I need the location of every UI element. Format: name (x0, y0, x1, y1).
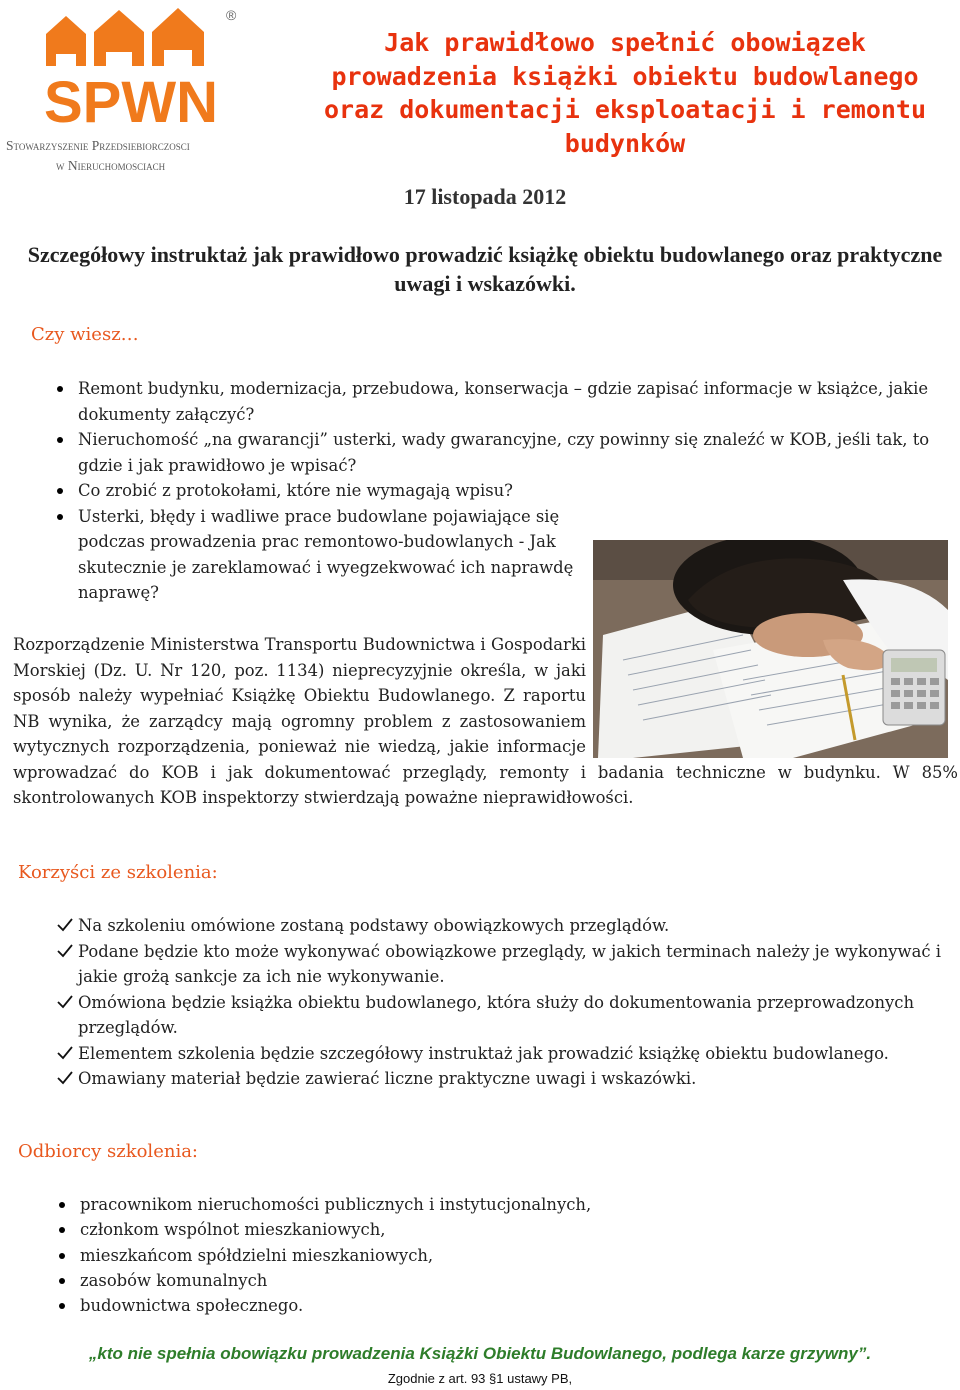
did-you-know-heading: Czy wiesz… (31, 324, 139, 345)
benefit-text: Podane będzie kto może wykonywać obowiązkowe przeglądy, w jakich terminach należy je wykonywać i jakie grożą sankcje za ich nie wykonywanie. (78, 941, 941, 986)
benefit-text: Omawiany materiał będzie zawierać liczne praktyczne uwagi i wskazówki. (78, 1069, 697, 1088)
list-item: budownictwa społecznego. (12, 1293, 912, 1318)
list-item (12, 913, 942, 939)
page-title: Jak prawidłowo spełnić obowiązek prowadzenia książki obiektu budowlanego oraz dokumentacji eksploatacji i remontu budynków (323, 28, 927, 158)
list-item: zasobów komunalnych (12, 1268, 912, 1293)
photo-spacer (598, 632, 958, 757)
checkmark-icon (56, 994, 74, 1010)
footer-quote: „kto nie spełnia obowiązku prowadzenia Książki Obiektu Budowlanego, podlega karze grzywny”. (88, 1344, 872, 1363)
checkmark-icon (56, 1045, 74, 1061)
benefits-list (12, 913, 942, 1092)
footer-note: Zgodnie z art. 93 §1 ustawy PB, (387, 1371, 573, 1386)
logo-org-line1: Stowarzyszenie Przedsiebiorczosci (6, 138, 190, 153)
regulation-paragraph (13, 632, 958, 811)
list-item: Remont budynku, modernizacja, przebudowa, konserwacja – gdzie zapisać informacje w książce, jakie dokumenty załączyć? (12, 376, 957, 427)
spwn-logo (4, 4, 274, 172)
list-item: Nieruchomość „na gwarancji” usterki, wady gwarancyjne, czy powinny się znaleźć w KOB, jeśli tak, to gdzie i jak prawidłowo je wpisać? (12, 427, 957, 478)
benefit-text: Omówiona będzie książka obiektu budowlanego, która służy do dokumentowania przeprowadzonych przeglądów. (78, 992, 915, 1037)
list-item: Usterki, błędy i wadliwe prace budowlane pojawiające się podczas prowadzenia prac remontowo-budowlanych - Jak skutecznie je zareklamować i wyegzekwować ich naprawdę naprawę? (12, 504, 608, 606)
list-item (12, 990, 942, 1041)
checkmark-icon (56, 1070, 74, 1086)
logo-registered: ® (226, 7, 237, 23)
event-date: 17 listopada 2012 (403, 184, 567, 209)
list-item: Co zrobić z protokołami, które nie wymagają wpisu? (12, 478, 957, 504)
list-item: mieszkańcom spółdzielni mieszkaniowych, (12, 1243, 912, 1268)
list-item (12, 939, 942, 990)
logo-acronym: SPWN (44, 70, 218, 135)
audience-list (12, 1192, 912, 1318)
list-item (12, 1066, 942, 1092)
page-subtitle: Szczegółowy instruktaż jak prawidłowo prowadzić książkę obiektu budowlanego oraz praktyczne uwagi i wskazówki. (27, 242, 943, 296)
benefit-text: Elementem szkolenia będzie szczegółowy instruktaż jak prowadzić książkę obiektu budowlanego. (78, 1043, 889, 1063)
logo-org-line2: w Nieruchomosciach (56, 158, 166, 172)
checkmark-icon (56, 943, 74, 959)
list-item (12, 1041, 942, 1067)
audience-heading: Odbiorcy szkolenia: (18, 1141, 198, 1162)
checkmark-icon (56, 917, 74, 933)
benefits-heading: Korzyści ze szkolenia: (18, 862, 218, 883)
paragraph-text: Rozporządzenie Ministerstwa Transportu Budownictwa i Gospodarki Morskiej (Dz. U. Nr 120, poz. 1134) nieprecyzyjnie określa, w jaki sposób należy wypełniać Książkę Obiektu Budowlanego. Z raportu NB wynika, że zarządcy mają ogromny problem z zastosowaniem wytycznych rozporządzenia, ponieważ nie wiedzą, jakie informacje wprowadzać do KOB i jak dokumentować przeglądy, remonty i badania techniczne w budynku. W 85% skontrolowanych KOB inspektorzy stwierdzają poważne nieprawidłowości. (13, 635, 958, 807)
list-item: członkom wspólnot mieszkaniowych, (12, 1217, 912, 1242)
benefit-text: Na szkoleniu omówione zostaną podstawy obowiązkowych przeglądów. (78, 916, 670, 935)
list-item: pracownikom nieruchomości publicznych i instytucjonalnych, (12, 1192, 912, 1217)
